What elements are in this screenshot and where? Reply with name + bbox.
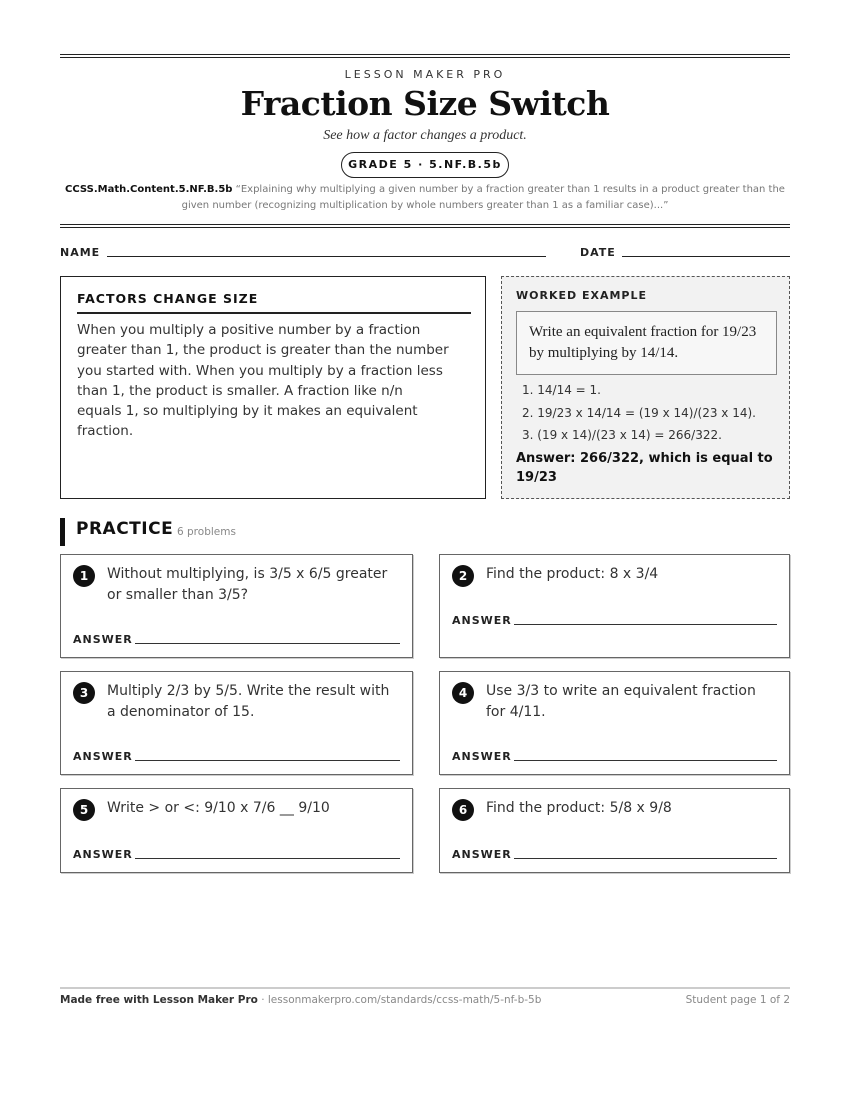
worked-example-answer: Answer: 266/322, which is equal to 19/23 (516, 451, 773, 485)
answer-label: ANSWER (452, 614, 512, 627)
problem-number-badge: 3 (73, 682, 95, 704)
problem-card-4 (439, 671, 790, 775)
worked-example-step: 3. (19 x 14)/(23 x 14) = 266/322. (522, 428, 722, 442)
problem-text: Find the product: 5/8 x 9/8 (486, 800, 672, 816)
date-field[interactable] (622, 256, 790, 257)
name-field[interactable] (107, 256, 546, 257)
problem-text: Find the product: 8 x 3/4 (486, 566, 659, 582)
answer-field[interactable] (514, 858, 777, 859)
practice-accent-bar (60, 518, 65, 546)
worked-example-title: WORKED EXAMPLE (516, 289, 647, 302)
answer-label: ANSWER (73, 848, 133, 861)
date-label: DATE (580, 246, 616, 259)
top-double-rule (60, 54, 790, 58)
worked-example-step: 2. 19/23 x 14/14 = (19 x 14)/(23 x 14). (522, 405, 756, 420)
name-label: NAME (60, 246, 101, 259)
worked-example-problem: Write an equivalent fraction for 19/23 by multiplying by 14/14. (516, 311, 777, 375)
footer-url: · lessonmakerpro.com/standards/ccss-math/5-nf-b-5b (257, 994, 542, 1006)
worked-example-step: 1. 14/14 = 1. (522, 383, 601, 397)
problem-number-badge: 4 (452, 682, 474, 704)
answer-field[interactable] (514, 624, 777, 625)
concept-divider (77, 312, 471, 314)
problem-number-badge: 2 (452, 565, 474, 587)
footer-divider (60, 987, 790, 989)
concept-title: FACTORS CHANGE SIZE (77, 291, 259, 306)
brand-name: LESSON MAKER PRO (344, 68, 506, 81)
worked-example-box (501, 276, 790, 499)
answer-field[interactable] (135, 760, 400, 761)
problem-text: Write > or <: 9/10 x 7/6 __ 9/10 (107, 800, 330, 816)
problem-card-3 (60, 671, 413, 775)
page-subtitle: See how a factor changes a product. (323, 128, 527, 143)
practice-count: 6 problems (177, 526, 236, 538)
problem-card-5 (60, 788, 413, 873)
problem-card-1 (60, 554, 413, 658)
answer-label: ANSWER (73, 750, 133, 763)
problem-number-badge: 6 (452, 799, 474, 821)
answer-label: ANSWER (452, 750, 512, 763)
problem-number-badge: 1 (73, 565, 95, 587)
practice-title: PRACTICE (76, 519, 174, 539)
concept-body: When you multiply a positive number by a fraction greater than 1, the product is greater than the number you started with. When you multiply by a fraction less than 1, the product is smaller. A fraction like n/n equals 1, so multiplying by it makes an equivalent fraction. (77, 322, 449, 440)
problem-text: Multiply 2/3 by 5/5. Write the result with a denominator of 15. (107, 683, 390, 720)
answer-label: ANSWER (452, 848, 512, 861)
worked-example-steps (522, 379, 784, 447)
problem-text: Without multiplying, is 3/5 x 6/5 greater or smaller than 3/5? (107, 566, 388, 603)
concept-box (60, 276, 486, 499)
problem-number-badge: 5 (73, 799, 95, 821)
problem-text: Use 3/3 to write an equivalent fraction for 4/11. (486, 683, 756, 720)
footer-page-number: Student page 1 of 2 (685, 994, 790, 1006)
page-title: Fraction Size Switch (240, 84, 610, 123)
answer-field[interactable] (135, 643, 400, 644)
problem-card-6 (439, 788, 790, 873)
standard-code: CCSS.Math.Content.5.NF.B.5b (65, 184, 233, 195)
header-double-rule (60, 224, 790, 228)
footer-made-with: Made free with Lesson Maker Pro (60, 994, 258, 1006)
answer-field[interactable] (135, 858, 400, 859)
footer-credit (60, 994, 541, 1006)
answer-field[interactable] (514, 760, 777, 761)
problem-card-2 (439, 554, 790, 658)
grade-badge: GRADE 5 · 5.NF.B.5b (341, 152, 509, 178)
standard-description (60, 182, 790, 214)
standard-text: “Explaining why multiplying a given number by a fraction greater than 1 results in a product greater than the given number (recognizing multiplication by whole numbers greater than 1 as a familiar case)...” (181, 184, 785, 211)
answer-label: ANSWER (73, 633, 133, 646)
